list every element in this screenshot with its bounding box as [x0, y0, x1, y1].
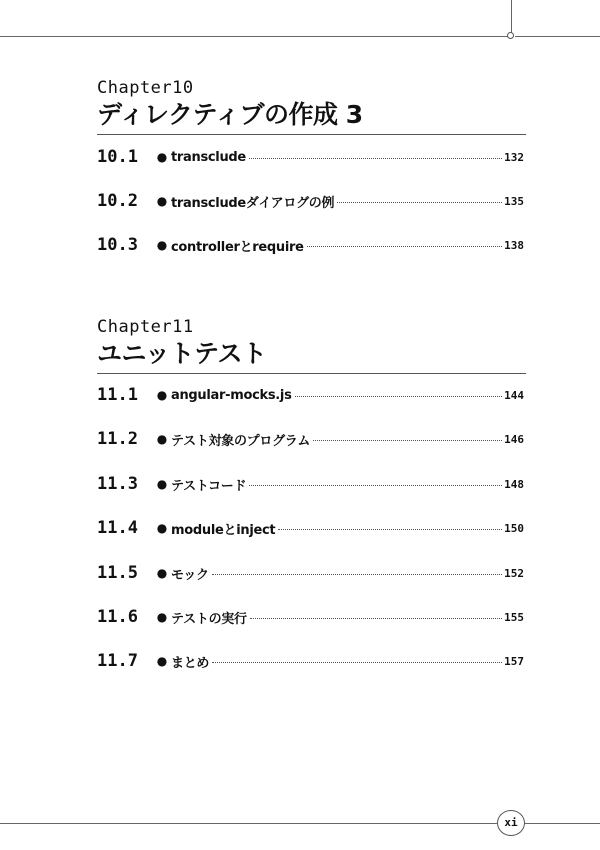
section-title: angular-mocks.js	[171, 387, 292, 403]
section-number: 11.7	[97, 651, 138, 671]
page-number: 148	[504, 477, 524, 491]
bullet-icon: ●	[156, 610, 168, 624]
toc-entry[interactable]	[97, 563, 524, 583]
section-title: transcludeダイアログの例	[171, 195, 335, 211]
toc-entry[interactable]	[97, 191, 524, 211]
page-number: 135	[504, 194, 524, 208]
bullet-icon: ●	[156, 150, 168, 164]
top-crop-line	[511, 0, 512, 33]
section-number: 11.2	[97, 429, 138, 449]
dot-leader	[313, 440, 502, 441]
dot-leader	[337, 202, 502, 203]
top-rule	[0, 36, 510, 37]
section-number: 10.2	[97, 191, 138, 211]
toc-entry[interactable]	[97, 235, 524, 255]
section-title: transclude	[171, 149, 246, 165]
page-number: 132	[504, 150, 524, 164]
chapter-title: ユニットテスト	[97, 339, 267, 368]
section-number: 11.5	[97, 563, 138, 583]
dot-leader	[212, 662, 502, 663]
bullet-icon: ●	[156, 477, 168, 491]
section-number: 11.4	[97, 518, 138, 538]
chapter-label: Chapter10	[97, 78, 194, 98]
page-number: 146	[504, 432, 524, 446]
top-rule-right	[515, 36, 600, 37]
section-title: moduleとinject	[171, 522, 276, 538]
section-title: テスト対象のプログラム	[171, 433, 311, 449]
bullet-icon: ●	[156, 566, 168, 580]
section-title: テストの実行	[171, 611, 247, 627]
toc-entry[interactable]	[97, 651, 524, 671]
page-number: 155	[504, 610, 524, 624]
bullet-icon: ●	[156, 432, 168, 446]
folio-page-number: xi	[497, 810, 525, 836]
toc-entry[interactable]	[97, 607, 524, 627]
chapter-11-heading	[97, 317, 526, 374]
bullet-icon: ●	[156, 238, 168, 252]
toc-entry[interactable]	[97, 518, 524, 538]
section-number: 10.3	[97, 235, 138, 255]
page-number: 157	[504, 654, 524, 668]
page-number: 150	[504, 521, 524, 535]
section-number: 11.1	[97, 385, 138, 405]
chapter-10-heading	[97, 78, 526, 135]
bottom-rule-right	[525, 823, 600, 824]
section-title: テストコード	[171, 478, 247, 494]
toc-entry[interactable]	[97, 147, 524, 167]
top-ornament-circle	[507, 32, 514, 39]
section-number: 11.3	[97, 474, 138, 494]
section-title: controllerとrequire	[171, 239, 304, 255]
section-number: 10.1	[97, 147, 138, 167]
page-number: 138	[504, 238, 524, 252]
dot-leader	[250, 618, 502, 619]
page-number: 144	[504, 388, 524, 402]
bullet-icon: ●	[156, 654, 168, 668]
dot-leader	[295, 396, 503, 397]
dot-leader	[212, 574, 502, 575]
toc-entry[interactable]	[97, 474, 524, 494]
dot-leader	[278, 529, 502, 530]
chapter-rule	[97, 373, 526, 374]
bullet-icon: ●	[156, 388, 168, 402]
dot-leader	[249, 158, 502, 159]
chapter-title: ディレクティブの作成 3	[97, 100, 363, 129]
section-title: まとめ	[171, 655, 210, 671]
dot-leader	[307, 246, 502, 247]
bottom-rule	[0, 823, 497, 824]
toc-entry[interactable]	[97, 385, 524, 405]
chapter-label: Chapter11	[97, 317, 194, 337]
chapter-rule	[97, 134, 526, 135]
section-number: 11.6	[97, 607, 138, 627]
bullet-icon: ●	[156, 194, 168, 208]
section-title: モック	[171, 567, 209, 583]
page-number: 152	[504, 566, 524, 580]
toc-entry[interactable]	[97, 429, 524, 449]
bullet-icon: ●	[156, 521, 168, 535]
dot-leader	[249, 485, 502, 486]
